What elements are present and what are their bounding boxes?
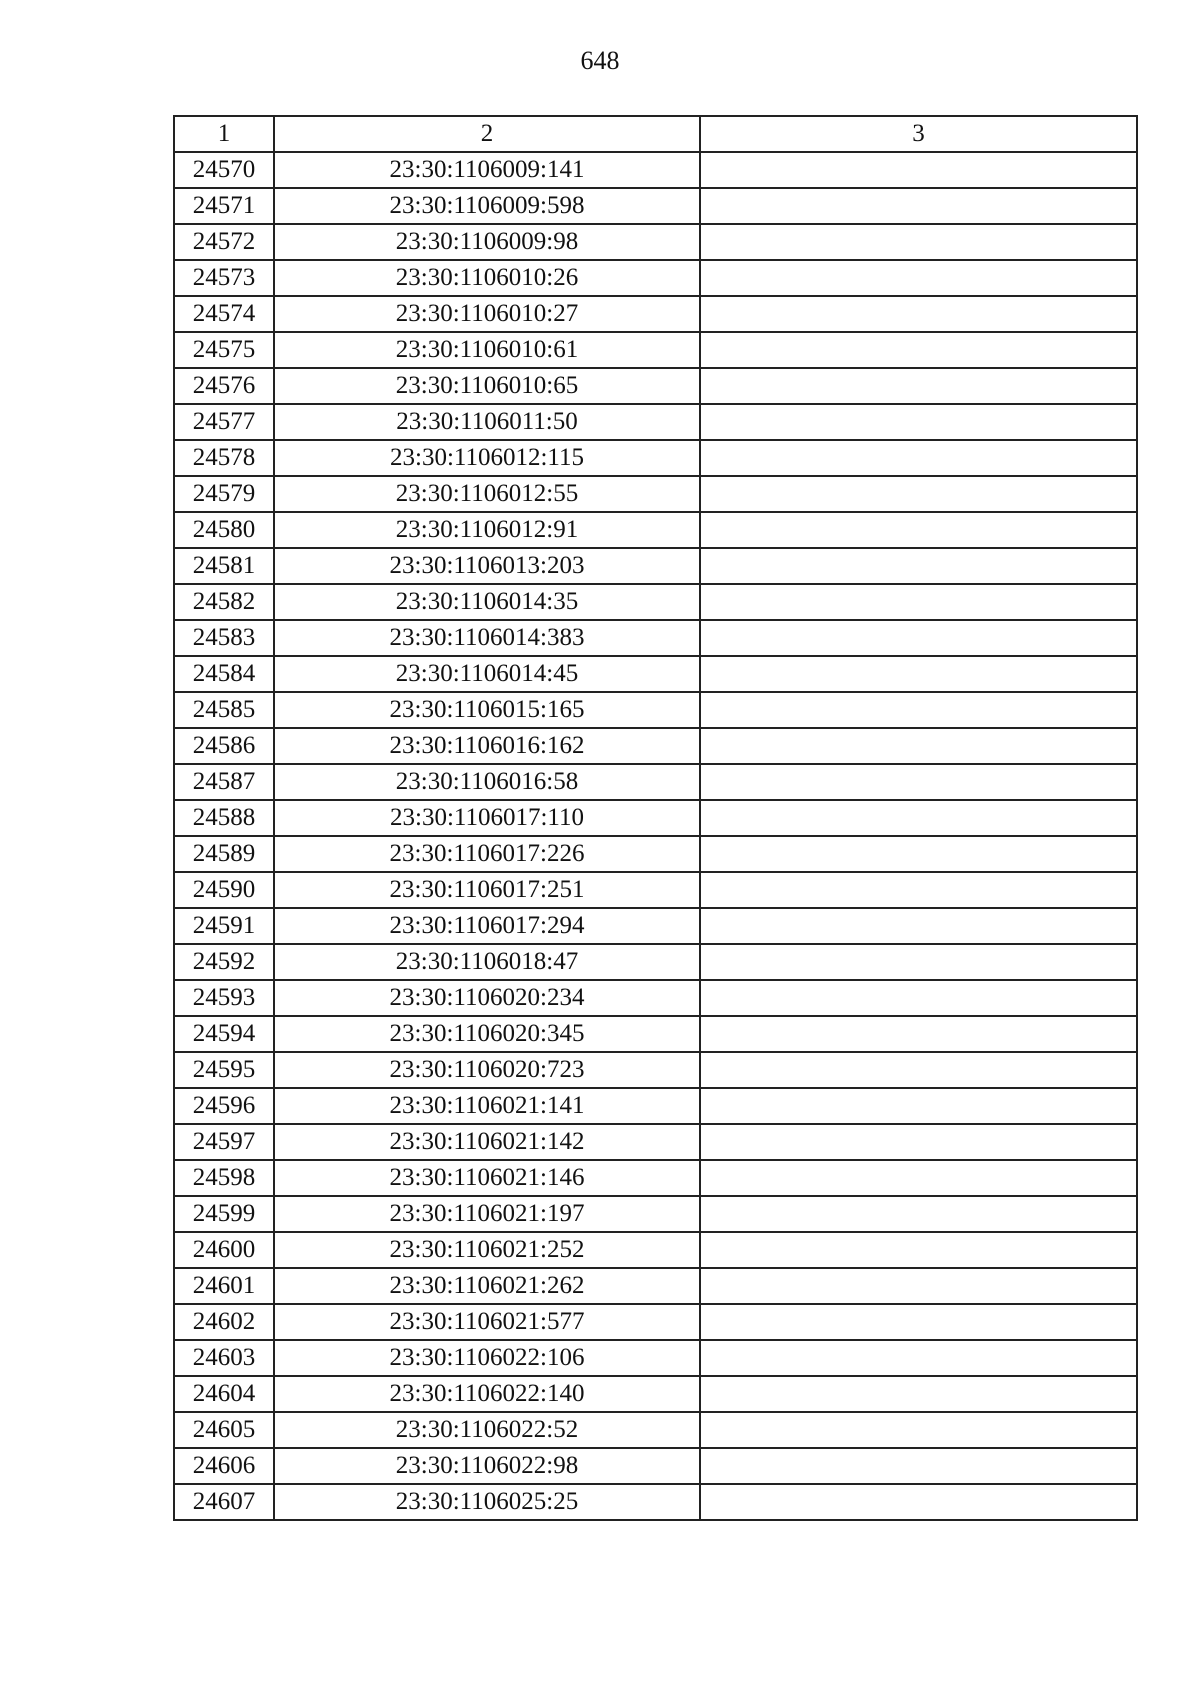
table-cell-col-3 — [700, 512, 1137, 548]
table-cell-col-2: 23:30:1106018:47 — [274, 944, 700, 980]
table-row — [174, 1304, 1137, 1340]
table-row — [174, 296, 1137, 332]
table-cell-col-2: 23:30:1106022:140 — [274, 1376, 700, 1412]
table-cell-col-2: 23:30:1106010:61 — [274, 332, 700, 368]
table-cell-col-1: 24571 — [174, 188, 274, 224]
table-row — [174, 764, 1137, 800]
table-cell-col-2: 23:30:1106015:165 — [274, 692, 700, 728]
table-cell-col-2: 23:30:1106022:106 — [274, 1340, 700, 1376]
table-cell-col-3 — [700, 944, 1137, 980]
table-cell-col-1: 24600 — [174, 1232, 274, 1268]
table-cell-col-1: 24578 — [174, 440, 274, 476]
table-cell-col-2: 23:30:1106022:98 — [274, 1448, 700, 1484]
table-cell-col-2: 23:30:1106020:234 — [274, 980, 700, 1016]
table-cell-col-1: 24580 — [174, 512, 274, 548]
table-row — [174, 728, 1137, 764]
table-row — [174, 656, 1137, 692]
table-row — [174, 584, 1137, 620]
header-cell-3: 3 — [700, 116, 1137, 152]
table-row — [174, 836, 1137, 872]
table-header — [174, 116, 1137, 152]
table-row — [174, 1016, 1137, 1052]
table-cell-col-3 — [700, 152, 1137, 188]
table-row — [174, 980, 1137, 1016]
table-cell-col-1: 24593 — [174, 980, 274, 1016]
table-cell-col-1: 24575 — [174, 332, 274, 368]
table-row — [174, 692, 1137, 728]
table-cell-col-2: 23:30:1106012:55 — [274, 476, 700, 512]
table-cell-col-1: 24591 — [174, 908, 274, 944]
table-cell-col-3 — [700, 1052, 1137, 1088]
table-cell-col-2: 23:30:1106017:294 — [274, 908, 700, 944]
table-body — [174, 152, 1137, 1520]
table-cell-col-1: 24598 — [174, 1160, 274, 1196]
table-cell-col-3 — [700, 404, 1137, 440]
table-row — [174, 1160, 1137, 1196]
table-cell-col-1: 24586 — [174, 728, 274, 764]
table-cell-col-2: 23:30:1106021:262 — [274, 1268, 700, 1304]
table-row — [174, 548, 1137, 584]
table-cell-col-2: 23:30:1106017:226 — [274, 836, 700, 872]
table-row — [174, 1052, 1137, 1088]
table-cell-col-3 — [700, 1304, 1137, 1340]
table-row — [174, 1448, 1137, 1484]
table-row — [174, 908, 1137, 944]
table-cell-col-2: 23:30:1106021:146 — [274, 1160, 700, 1196]
table-cell-col-3 — [700, 728, 1137, 764]
table-cell-col-1: 24606 — [174, 1448, 274, 1484]
table-cell-col-2: 23:30:1106021:141 — [274, 1088, 700, 1124]
table-cell-col-2: 23:30:1106013:203 — [274, 548, 700, 584]
table-cell-col-1: 24584 — [174, 656, 274, 692]
table-cell-col-2: 23:30:1106014:45 — [274, 656, 700, 692]
table-cell-col-2: 23:30:1106022:52 — [274, 1412, 700, 1448]
table-cell-col-2: 23:30:1106010:26 — [274, 260, 700, 296]
table-cell-col-3 — [700, 1124, 1137, 1160]
table-row — [174, 1232, 1137, 1268]
table-cell-col-3 — [700, 1448, 1137, 1484]
table-cell-col-1: 24581 — [174, 548, 274, 584]
page-number: 648 — [580, 46, 620, 75]
table-cell-col-1: 24595 — [174, 1052, 274, 1088]
table-cell-col-1: 24607 — [174, 1484, 274, 1520]
table-cell-col-1: 24588 — [174, 800, 274, 836]
table-cell-col-1: 24590 — [174, 872, 274, 908]
table-cell-col-2: 23:30:1106021:197 — [274, 1196, 700, 1232]
table-cell-col-1: 24583 — [174, 620, 274, 656]
table-cell-col-3 — [700, 1412, 1137, 1448]
table-cell-col-1: 24573 — [174, 260, 274, 296]
table-cell-col-1: 24574 — [174, 296, 274, 332]
table-cell-col-3 — [700, 872, 1137, 908]
table-cell-col-2: 23:30:1106021:142 — [274, 1124, 700, 1160]
table-cell-col-3 — [700, 1340, 1137, 1376]
table-cell-col-2: 23:30:1106021:252 — [274, 1232, 700, 1268]
table-cell-col-1: 24579 — [174, 476, 274, 512]
table-cell-col-3 — [700, 692, 1137, 728]
data-table — [173, 115, 1138, 1521]
table-row — [174, 188, 1137, 224]
table-row — [174, 440, 1137, 476]
table-row — [174, 224, 1137, 260]
table-row — [174, 944, 1137, 980]
table-cell-col-3 — [700, 620, 1137, 656]
table-cell-col-3 — [700, 1196, 1137, 1232]
table-cell-col-1: 24602 — [174, 1304, 274, 1340]
table-cell-col-2: 23:30:1106012:91 — [274, 512, 700, 548]
table-row — [174, 1376, 1137, 1412]
table-cell-col-3 — [700, 440, 1137, 476]
table-row — [174, 1268, 1137, 1304]
table-cell-col-3 — [700, 296, 1137, 332]
table-cell-col-3 — [700, 656, 1137, 692]
table-cell-col-2: 23:30:1106020:723 — [274, 1052, 700, 1088]
table-row — [174, 512, 1137, 548]
table-cell-col-3 — [700, 1088, 1137, 1124]
table-cell-col-1: 24572 — [174, 224, 274, 260]
table-row — [174, 1412, 1137, 1448]
table-cell-col-2: 23:30:1106016:58 — [274, 764, 700, 800]
table-cell-col-3 — [700, 1160, 1137, 1196]
table-cell-col-2: 23:30:1106010:65 — [274, 368, 700, 404]
table-cell-col-1: 24587 — [174, 764, 274, 800]
table-cell-col-3 — [700, 548, 1137, 584]
table-cell-col-1: 24576 — [174, 368, 274, 404]
table-cell-col-3 — [700, 764, 1137, 800]
table-cell-col-3 — [700, 980, 1137, 1016]
table-row — [174, 1088, 1137, 1124]
table-cell-col-1: 24605 — [174, 1412, 274, 1448]
table-cell-col-1: 24577 — [174, 404, 274, 440]
table-cell-col-1: 24570 — [174, 152, 274, 188]
table-cell-col-2: 23:30:1106014:383 — [274, 620, 700, 656]
table-cell-col-2: 23:30:1106021:577 — [274, 1304, 700, 1340]
table-cell-col-3 — [700, 800, 1137, 836]
table-row — [174, 1124, 1137, 1160]
table-cell-col-3 — [700, 584, 1137, 620]
table-row — [174, 1196, 1137, 1232]
table-cell-col-2: 23:30:1106010:27 — [274, 296, 700, 332]
table-cell-col-3 — [700, 908, 1137, 944]
header-row — [174, 116, 1137, 152]
table-cell-col-3 — [700, 260, 1137, 296]
table-cell-col-3 — [700, 1268, 1137, 1304]
table-cell-col-3 — [700, 368, 1137, 404]
table-cell-col-3 — [700, 836, 1137, 872]
table-cell-col-1: 24596 — [174, 1088, 274, 1124]
table-row — [174, 260, 1137, 296]
table-cell-col-1: 24603 — [174, 1340, 274, 1376]
table-cell-col-1: 24582 — [174, 584, 274, 620]
table-row — [174, 1340, 1137, 1376]
table-cell-col-2: 23:30:1106014:35 — [274, 584, 700, 620]
table-cell-col-3 — [700, 332, 1137, 368]
table-cell-col-3 — [700, 1016, 1137, 1052]
table-row — [174, 872, 1137, 908]
table-row — [174, 404, 1137, 440]
table-row — [174, 332, 1137, 368]
table-cell-col-3 — [700, 1484, 1137, 1520]
table-row — [174, 368, 1137, 404]
table-cell-col-1: 24601 — [174, 1268, 274, 1304]
table-cell-col-1: 24597 — [174, 1124, 274, 1160]
table-cell-col-2: 23:30:1106020:345 — [274, 1016, 700, 1052]
header-cell-1: 1 — [174, 116, 274, 152]
table-cell-col-2: 23:30:1106009:98 — [274, 224, 700, 260]
table-cell-col-1: 24594 — [174, 1016, 274, 1052]
table-cell-col-2: 23:30:1106009:141 — [274, 152, 700, 188]
table-cell-col-2: 23:30:1106017:251 — [274, 872, 700, 908]
table-cell-col-1: 24589 — [174, 836, 274, 872]
table-row — [174, 800, 1137, 836]
table-cell-col-2: 23:30:1106016:162 — [274, 728, 700, 764]
table-cell-col-1: 24599 — [174, 1196, 274, 1232]
table-cell-col-3 — [700, 1376, 1137, 1412]
table-cell-col-3 — [700, 224, 1137, 260]
table-row — [174, 152, 1137, 188]
table-cell-col-2: 23:30:1106011:50 — [274, 404, 700, 440]
table-row — [174, 476, 1137, 512]
table-cell-col-3 — [700, 1232, 1137, 1268]
table-cell-col-1: 24604 — [174, 1376, 274, 1412]
table-cell-col-1: 24585 — [174, 692, 274, 728]
table-cell-col-2: 23:30:1106012:115 — [274, 440, 700, 476]
table-cell-col-1: 24592 — [174, 944, 274, 980]
table-cell-col-2: 23:30:1106017:110 — [274, 800, 700, 836]
table-cell-col-3 — [700, 188, 1137, 224]
header-cell-2: 2 — [274, 116, 700, 152]
table-cell-col-2: 23:30:1106025:25 — [274, 1484, 700, 1520]
table-cell-col-2: 23:30:1106009:598 — [274, 188, 700, 224]
table-row — [174, 1484, 1137, 1520]
table-cell-col-3 — [700, 476, 1137, 512]
table-row — [174, 620, 1137, 656]
